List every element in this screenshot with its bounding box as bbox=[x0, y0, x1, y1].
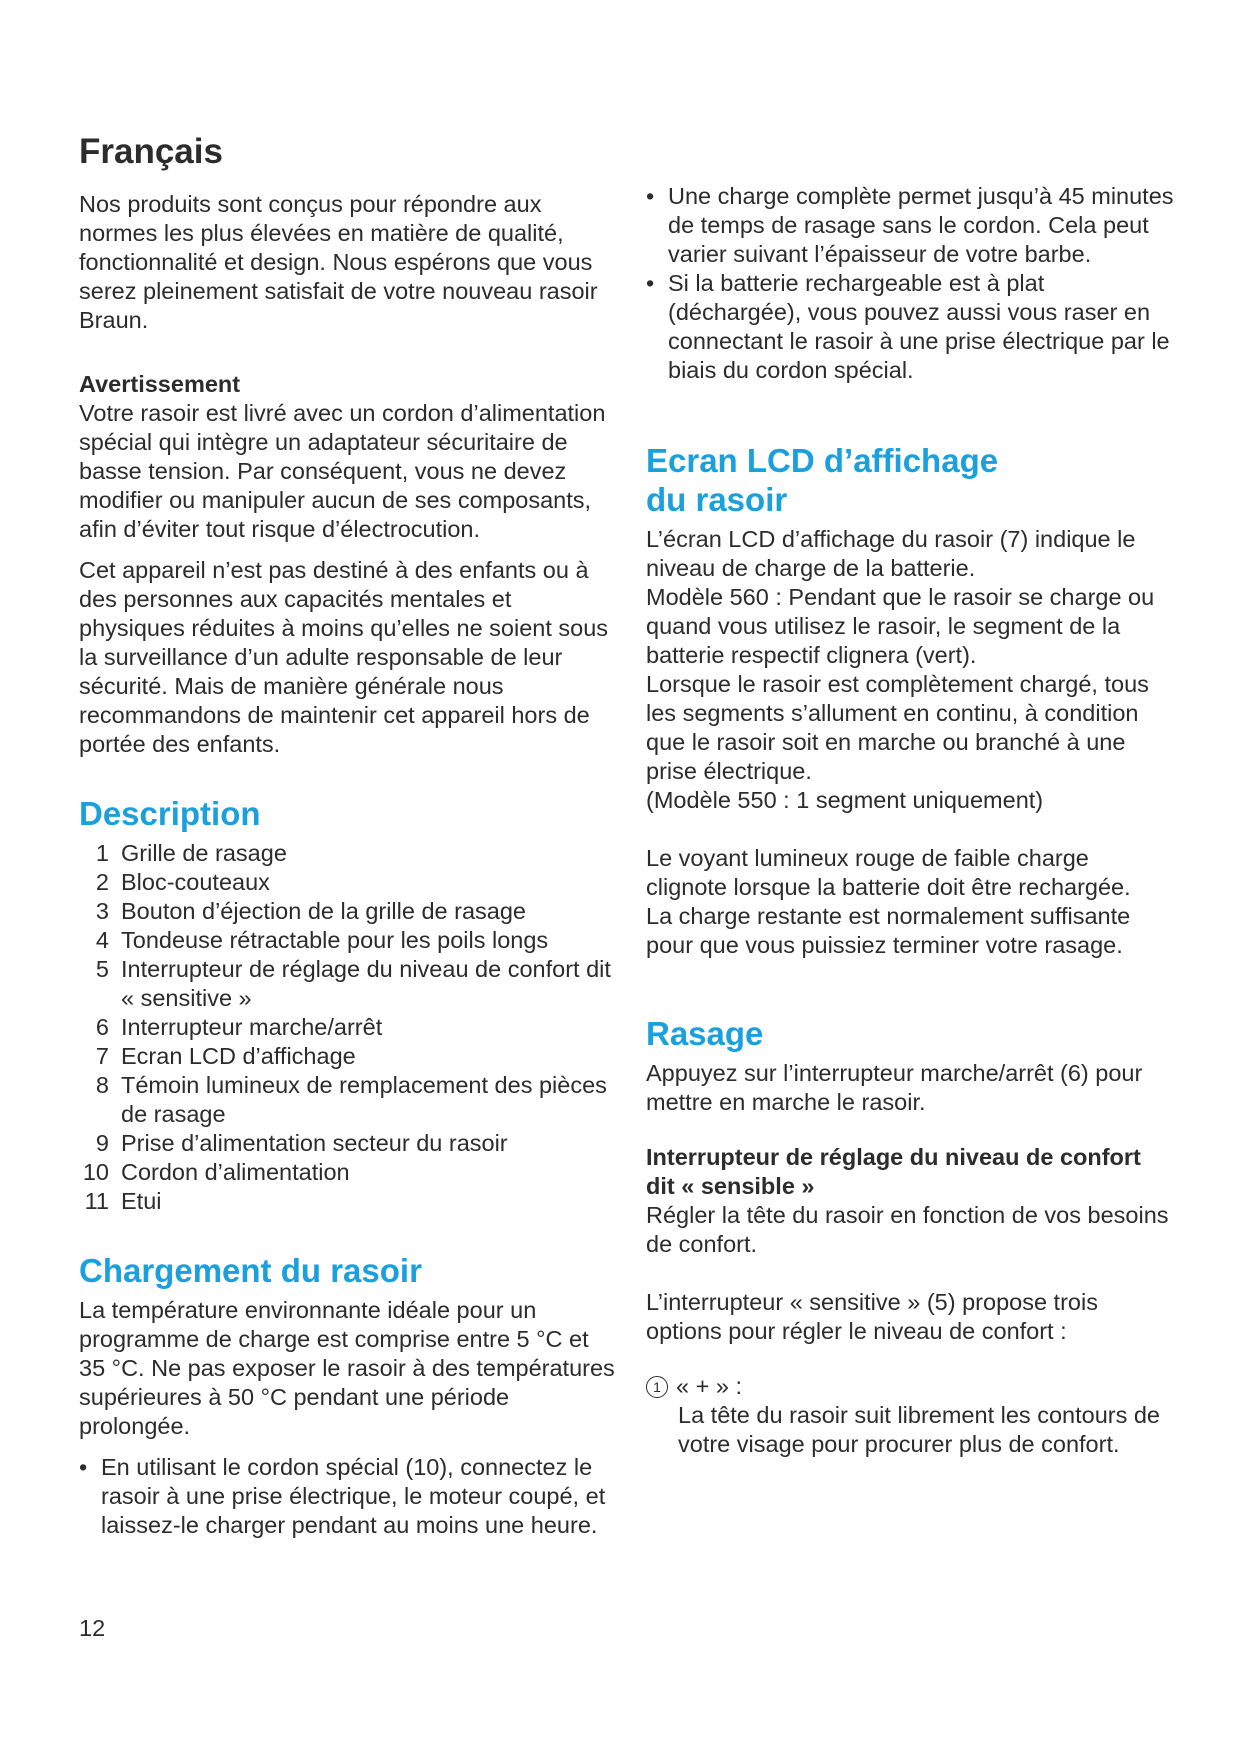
list-item bbox=[79, 926, 619, 955]
charging-title: Chargement du rasoir bbox=[79, 1252, 422, 1289]
charging-bullet-text: En utilisant le cordon spécial (10), connectez le rasoir à une prise électrique, le moteur coupé, et laissez-le charger pendant au moins une heure. bbox=[101, 1454, 606, 1538]
item-text: Prise d’alimentation secteur du rasoir bbox=[121, 1130, 508, 1156]
item-text: Etui bbox=[121, 1188, 162, 1214]
item-text: Bloc-couteaux bbox=[121, 869, 270, 895]
list-item bbox=[646, 182, 1176, 269]
lcd-paragraph-5: Le voyant lumineux rouge de faible charge clignote lorsque la batterie doit être rechargée. bbox=[646, 845, 1131, 900]
item-text: Ecran LCD d’affichage bbox=[121, 1043, 356, 1069]
item-number: 3 bbox=[95, 898, 109, 924]
warning-heading: Avertissement bbox=[79, 371, 241, 397]
list-item bbox=[79, 1013, 619, 1042]
item-text: Bouton d’éjection de la grille de rasage bbox=[121, 898, 526, 924]
item-number: 7 bbox=[95, 1043, 109, 1069]
charging-paragraph: La température environnante idéale pour un programme de charge est comprise entre 5 °C et 35 °C. Ne pas exposer le rasoir à des températures supérieures à 50 °C pendant une période prolongée. bbox=[79, 1297, 615, 1439]
shaving-paragraph: Appuyez sur l’interrupteur marche/arrêt (6) pour mettre en marche le rasoir. bbox=[646, 1060, 1143, 1115]
list-item bbox=[646, 269, 1176, 385]
item-number: 8 bbox=[95, 1072, 109, 1098]
list-item bbox=[79, 897, 619, 926]
list-item bbox=[79, 1158, 619, 1187]
item-text: Tondeuse rétractable pour les poils longs bbox=[121, 927, 549, 953]
right-column bbox=[646, 182, 1176, 1459]
item-number: 4 bbox=[95, 927, 109, 953]
item-text: Grille de rasage bbox=[121, 840, 287, 866]
battery-bullets bbox=[646, 182, 1176, 385]
bullet-icon: • bbox=[646, 270, 655, 296]
bullet-text: Une charge complète permet jusqu’à 45 minutes de temps de rasage sans le cordon. Cela peut varier suivant l’épaisseur de votre barbe. bbox=[668, 183, 1174, 267]
circled-number-1: 1 bbox=[646, 1376, 668, 1398]
item-number: 5 bbox=[95, 956, 109, 982]
warning-paragraph-1: Votre rasoir est livré avec un cordon d’alimentation spécial qui intègre un adaptateur sécuritaire de basse tension. Par conséquent, vous ne devez modifier ou manipuler aucun de ses composants, afin d’éviter tout risque d’électrocution. bbox=[79, 400, 606, 542]
item-text: Cordon d’alimentation bbox=[121, 1159, 350, 1185]
lcd-paragraph-4: (Modèle 550 : 1 segment uniquement) bbox=[646, 787, 1044, 813]
item-number: 1 bbox=[95, 840, 109, 866]
intro-paragraph: Nos produits sont conçus pour répondre aux normes les plus élevées en matière de qualité, fonctionnalité et design. Nous espérons que vous serez pleinement satisfait de votre nouveau rasoir Braun. bbox=[79, 191, 598, 333]
lcd-paragraph-3: Lorsque le rasoir est complètement chargé, tous les segments s’allument en continu, à condition que le rasoir soit en marche ou branché à une prise électrique. bbox=[646, 671, 1149, 784]
comfort-paragraph-2: L’interrupteur « sensitive » (5) propose trois options pour régler le niveau de confort : bbox=[646, 1289, 1098, 1344]
list-item bbox=[79, 1071, 619, 1129]
comfort-option-1 bbox=[646, 1372, 1176, 1401]
item-number: 10 bbox=[82, 1159, 109, 1185]
item-text: Interrupteur marche/arrêt bbox=[121, 1014, 383, 1040]
item-text: Témoin lumineux de remplacement des pièces de rasage bbox=[121, 1072, 607, 1127]
description-title: Description bbox=[79, 795, 261, 832]
item-number: 2 bbox=[95, 869, 109, 895]
bullet-text: Si la batterie rechargeable est à plat (déchargée), vous pouvez aussi vous raser en connectant le rasoir à une prise électrique par le biais du cordon spécial. bbox=[668, 270, 1170, 383]
comfort-paragraph-1: Régler la tête du rasoir en fonction de vos besoins de confort. bbox=[646, 1202, 1169, 1257]
item-text: Interrupteur de réglage du niveau de confort dit « sensitive » bbox=[121, 956, 611, 1011]
left-column bbox=[79, 120, 619, 1540]
list-item bbox=[79, 1129, 619, 1158]
warning-paragraph-2: Cet appareil n’est pas destiné à des enfants ou à des personnes aux capacités mentales et physiques réduites à moins qu’elles ne soient sous la surveillance d’un adulte responsable de leur sécurité. Mais de manière générale nous recommandons de maintenir cet appareil hors de portée des enfants. bbox=[79, 557, 609, 757]
bullet-icon: • bbox=[79, 1454, 88, 1480]
bullet-icon: • bbox=[646, 183, 655, 209]
lcd-title-line-1: Ecran LCD d’affichage bbox=[646, 442, 999, 479]
comfort-heading: Interrupteur de réglage du niveau de confort dit « sensible » bbox=[646, 1144, 1141, 1199]
list-item bbox=[79, 868, 619, 897]
description-list bbox=[79, 839, 619, 1216]
list-item bbox=[79, 1042, 619, 1071]
option-1-text: La tête du rasoir suit librement les contours de votre visage pour procurer plus de confort. bbox=[678, 1402, 1161, 1457]
list-item bbox=[79, 1187, 619, 1216]
list-item bbox=[79, 839, 619, 868]
lcd-title-line-2: du rasoir bbox=[646, 481, 788, 518]
lcd-title bbox=[646, 441, 1176, 519]
lcd-paragraph-6: La charge restante est normalement suffisante pour que vous puissiez terminer votre rasage. bbox=[646, 903, 1131, 958]
lcd-paragraph-1: L’écran LCD d’affichage du rasoir (7) indique le niveau de charge de la batterie. bbox=[646, 526, 1136, 581]
charging-bullets bbox=[79, 1453, 619, 1540]
option-1-label: « + » : bbox=[676, 1373, 742, 1399]
list-item bbox=[79, 955, 619, 1013]
item-number: 6 bbox=[95, 1014, 109, 1040]
shaving-title: Rasage bbox=[646, 1015, 764, 1052]
page-number: 12 bbox=[79, 1615, 106, 1641]
language-title: Français bbox=[79, 132, 223, 171]
lcd-paragraph-2: Modèle 560 : Pendant que le rasoir se charge ou quand vous utilisez le rasoir, le segment de la batterie respectif clignera (vert). bbox=[646, 584, 1155, 668]
item-number: 9 bbox=[95, 1130, 109, 1156]
item-number: 11 bbox=[84, 1188, 109, 1214]
list-item bbox=[79, 1453, 619, 1540]
